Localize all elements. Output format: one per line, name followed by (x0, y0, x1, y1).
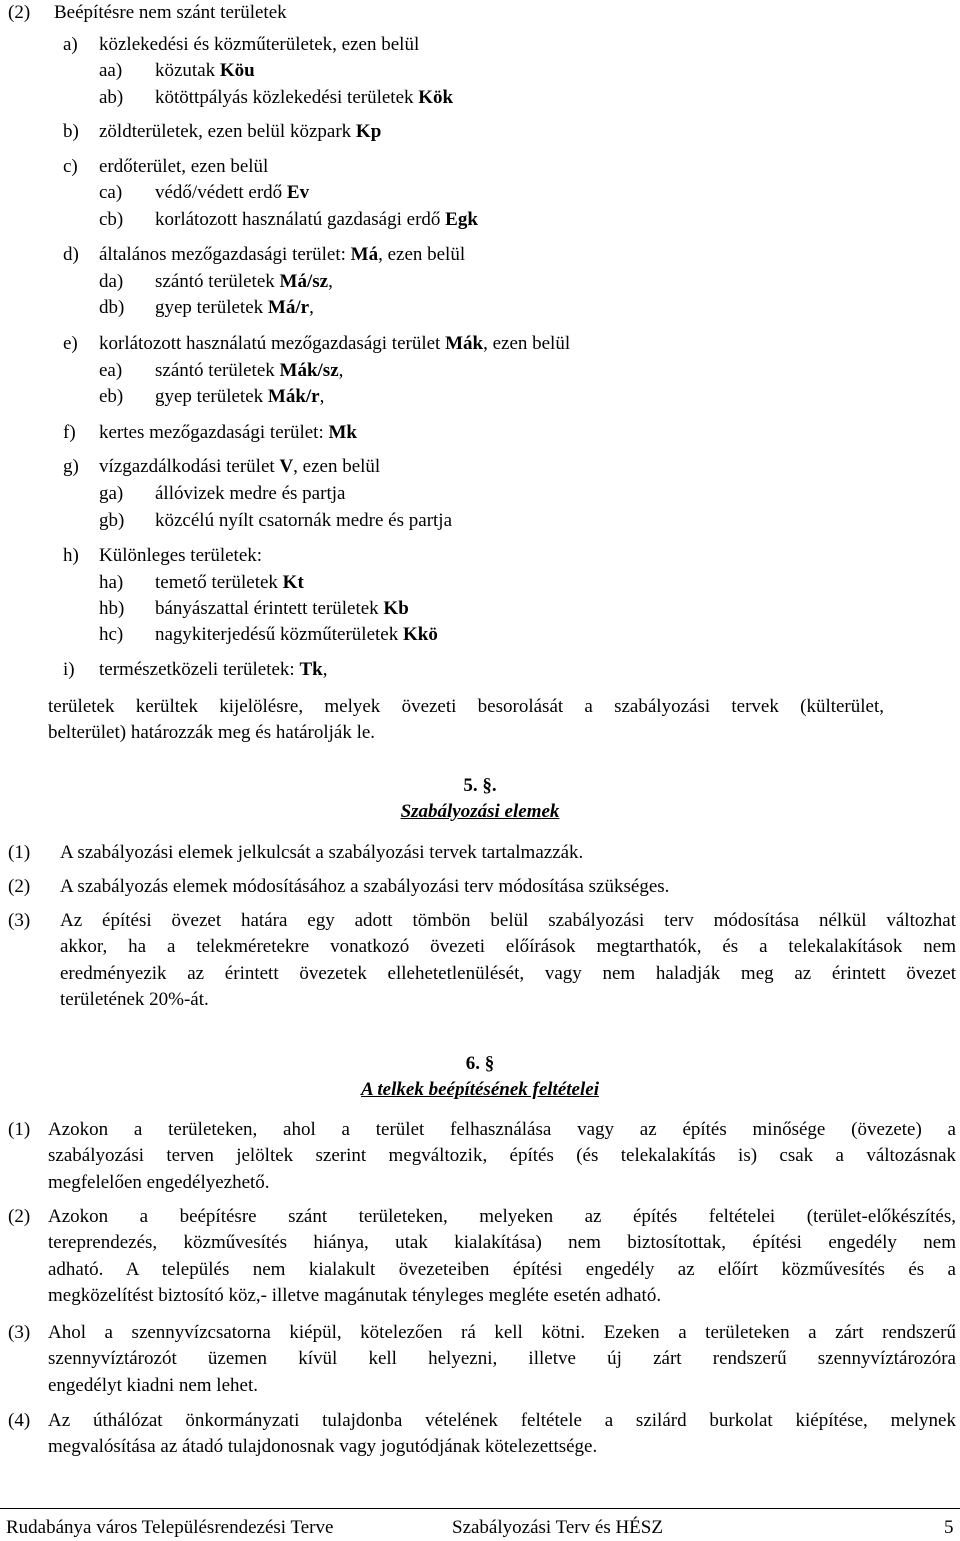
paragraph-number: (1) (8, 1119, 31, 1140)
list-item-marker: ca) (99, 182, 123, 203)
paragraph-line: eredményezik az érintett övezetek ellehetetlenülését, vagy nem haladják meg az érintett övezet (60, 962, 956, 984)
paragraph-line: akkor, ha a telekméretekre vonatkozó övezeti előírások megtarthatók, és a telekalakítások nem (60, 936, 956, 958)
list-item-marker: eb) (99, 386, 124, 407)
zone-code: Kp (355, 121, 382, 142)
list-item-marker: ab) (99, 87, 124, 108)
paragraph-line: Az építési övezet határa egy adott tömbön belül szabályozási terv módosítása nélkül változhat (60, 910, 956, 931)
paragraph-number: (2) (8, 1206, 31, 1227)
footer-page-number: 5 (944, 1517, 954, 1538)
paragraph-line: A szabályozási elemek jelkulcsát a szabályozási tervek tartalmazzák. (60, 842, 584, 863)
s2-number: (2) (8, 2, 31, 23)
list-item-marker: hc) (99, 624, 124, 645)
list-item-text: természetközeli területek: Tk, (99, 659, 328, 680)
paragraph-number: (4) (8, 1410, 31, 1431)
zone-code: Mk (328, 422, 357, 443)
list-item-text: korlátozott használatú gazdasági erdő Egk (155, 209, 478, 230)
paragraph-line: Az úthálózat önkormányzati tulajdonba vételének feltétele a szilárd burkolat kiépítése, melynek (48, 1410, 956, 1431)
paragraph-line: megközelítést biztosító köz,- illetve magánutak tényleges megléte esetén adható. (48, 1284, 662, 1306)
list-item-marker: a) (63, 34, 78, 55)
zone-code: Má/r (267, 297, 310, 318)
zone-code: Köu (219, 60, 255, 81)
paragraph-line: szabályozási terven jelöltek szerint megváltozik, építés (és telekalakítás is) csak a változásnak (48, 1145, 956, 1167)
zone-code: Má (350, 244, 379, 265)
paragraph-line: szennyvíztározót üzemen kívül kell helyezni, illetve új zárt rendszerű szennyvíztározóra (48, 1348, 956, 1370)
list-item-text: közutak Köu (155, 60, 255, 81)
list-item-text: zöldterületek, ezen belül közpark Kp (99, 121, 382, 142)
section-sign-icon: § (484, 1053, 495, 1074)
list-item-marker: ea) (99, 360, 123, 381)
sec5-number: 5. §. (463, 775, 497, 796)
list-item-marker: b) (63, 121, 79, 142)
zone-code: Kkö (402, 624, 438, 645)
paragraph-line: engedélyt kiadni nem lehet. (48, 1374, 258, 1396)
list-item-marker: e) (63, 333, 78, 354)
paragraph-line: Azokon a beépítésre szánt területeken, melyeken az építés feltételei (terület-előkészítés, (48, 1206, 956, 1227)
list-item-text: szántó területek Má/sz, (155, 271, 333, 292)
paragraph-line: megvalósítása az átadó tulajdonosnak vagy jogutódjának kötelezettsége. (48, 1436, 598, 1458)
paragraph-line: A szabályozás elemek módosításához a szabályozási terv módosítása szükséges. (60, 876, 670, 897)
paragraph-line: tereprendezés, közművesítés hiánya, utak kialakítása) nem biztosítottak, építési engedély nem (48, 1232, 956, 1254)
list-item-text: Különleges területek: (99, 545, 263, 566)
list-item-text: temető területek Kt (155, 572, 304, 593)
zone-code: V (279, 456, 294, 477)
list-item-text: közcélú nyílt csatornák medre és partja (155, 510, 453, 531)
sec5-title: Szabályozási elemek (400, 801, 560, 822)
footer-divider (0, 1508, 960, 1509)
list-item-text: vízgazdálkodási terület V, ezen belül (99, 456, 381, 477)
list-item-marker: h) (63, 545, 79, 566)
zone-code: Kök (418, 87, 454, 108)
paragraph-line: adható. A település nem kialakult övezeteiben építési engedély az előírt közművesítés és a (48, 1258, 956, 1280)
list-item-text: kötöttpályás közlekedési területek Kök (155, 87, 454, 108)
list-item-text: korlátozott használatú mezőgazdasági terület Mák, ezen belül (99, 333, 571, 354)
s2-heading: Beépítésre nem szánt területek (54, 2, 287, 23)
list-item-text: közlekedési és közműterületek, ezen belül (99, 34, 420, 55)
s2-closing-line-1: területek kerültek kijelölésre, melyek övezeti besorolását a szabályozási tervek (külterület, (48, 696, 884, 717)
zone-code: Kb (383, 598, 409, 619)
list-item-text: állóvizek medre és partja (155, 483, 346, 504)
zone-code: Egk (445, 209, 478, 230)
paragraph-number: (1) (8, 842, 31, 863)
list-item-marker: db) (99, 297, 125, 318)
paragraph-number: (3) (8, 910, 31, 931)
list-item-marker: g) (63, 456, 79, 477)
sec6-title: A telkek beépítésének feltételei (361, 1079, 599, 1100)
zone-code: Mák/r (267, 386, 320, 407)
paragraph-line: megfelelően engedélyezhető. (48, 1171, 270, 1193)
list-item-text: erdőterület, ezen belül (99, 156, 269, 177)
list-item-marker: d) (63, 244, 79, 265)
list-item-text: kertes mezőgazdasági terület: Mk (99, 422, 357, 443)
list-item-text: általános mezőgazdasági terület: Má, ezen belül (99, 244, 466, 265)
list-item-text: gyep területek Mák/r, (155, 386, 325, 407)
list-item-marker: cb) (99, 209, 124, 230)
list-item-text: gyep területek Má/r, (155, 297, 314, 318)
zone-code: Mák (445, 333, 484, 354)
list-item-marker: da) (99, 271, 124, 292)
paragraph-line: Azokon a területeken, ahol a terület felhasználása vagy az építés minősége (övezete) a (48, 1119, 956, 1140)
list-item-marker: c) (63, 156, 78, 177)
list-item-text: szántó területek Mák/sz, (155, 360, 344, 381)
list-item-marker: ga) (99, 483, 124, 504)
paragraph-line: területének 20%-át. (60, 988, 209, 1010)
zone-code: Má/sz (279, 271, 329, 292)
list-item-marker: i) (63, 659, 75, 680)
zone-code: Mák/sz (279, 360, 339, 381)
zone-code: Ev (286, 182, 310, 203)
list-item-marker: f) (63, 422, 76, 443)
list-item-marker: aa) (99, 60, 123, 81)
list-item-marker: gb) (99, 510, 125, 531)
paragraph-number: (2) (8, 876, 31, 897)
paragraph-number: (3) (8, 1322, 31, 1343)
s2-closing-line-2: belterület) határozzák meg és határolják le. (48, 722, 376, 743)
list-item-marker: ha) (99, 572, 124, 593)
sec6-number: 6. § (465, 1053, 495, 1074)
zone-code: Tk (299, 659, 323, 680)
list-item-text: bányászattal érintett területek Kb (155, 598, 409, 619)
list-item-marker: hb) (99, 598, 125, 619)
list-item-text: nagykiterjedésű közműterületek Kkö (155, 624, 438, 645)
list-item-text: védő/védett erdő Ev (155, 182, 310, 203)
paragraph-line: Ahol a szennyvízcsatorna kiépül, kötelezően rá kell kötni. Ezeken a területeken a zárt rendszerű (48, 1322, 956, 1343)
footer-center: Szabályozási Terv és HÉSZ (452, 1517, 663, 1538)
zone-code: Kt (282, 572, 304, 593)
footer-left: Rudabánya város Településrendezési Terve (6, 1517, 334, 1538)
